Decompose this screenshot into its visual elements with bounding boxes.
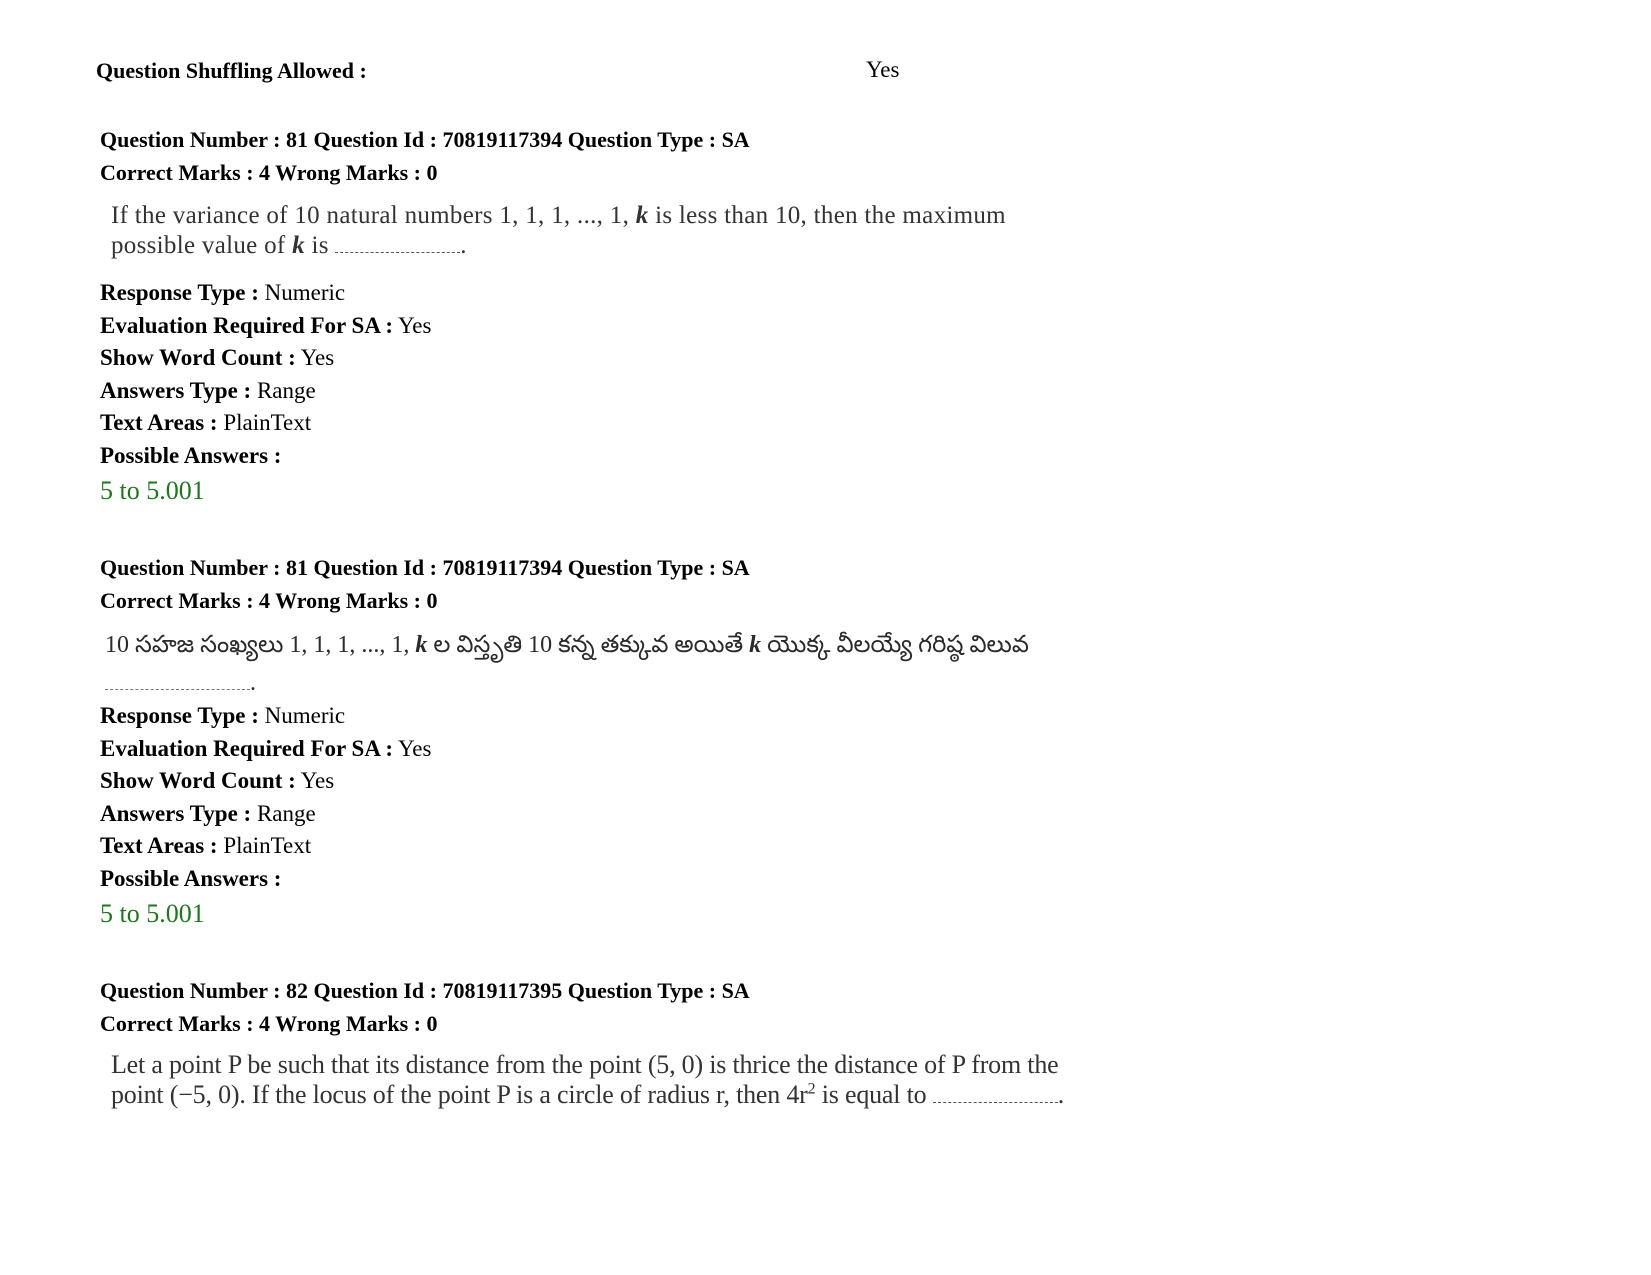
response-type-row xyxy=(100,703,345,729)
question-variable: k xyxy=(415,632,428,658)
text-areas-value: PlainText xyxy=(223,410,312,435)
question-text-line2: point (−5, 0). If the locus of the point P is a circle of radius r, then $4r^2$ is equal to . xyxy=(111,1080,1065,1109)
question-text xyxy=(105,631,1029,664)
question-text-part: is less than 10, then the maximum xyxy=(655,202,1006,229)
question-variable: k xyxy=(292,232,305,259)
question-text-line2: possible value of k is . xyxy=(111,232,467,259)
text-areas-label: Text Areas : xyxy=(100,410,218,435)
question-text-part: point (−5, 0). If the locus of the point P is a circle of radius r, then 4r xyxy=(111,1080,808,1109)
question-text-part: ల విస్తృతి 10 కన్న తక్కువ అయితే xyxy=(433,632,744,658)
answers-type-label: Answers Type : xyxy=(100,801,252,826)
text-areas-value: PlainText xyxy=(223,833,312,858)
question-header: Question Number : 82 Question Id : 70819117395 Question Type : SA xyxy=(100,978,750,1003)
word-count-label: Show Word Count : xyxy=(100,768,296,793)
question-text xyxy=(111,202,1006,230)
word-count-label: Show Word Count : xyxy=(100,345,296,370)
evaluation-row xyxy=(100,736,431,762)
response-type-row xyxy=(100,280,345,306)
response-type-label: Response Type : xyxy=(100,703,259,728)
shuffle-value: Yes xyxy=(866,57,900,82)
possible-answer-value: 5 to 5.001 xyxy=(100,476,205,505)
word-count-value: Yes xyxy=(300,345,335,370)
question-text-part: యొక్క వీలయ్యే గరిష్ఠ విలువ xyxy=(767,632,1029,658)
word-count-row xyxy=(100,768,334,794)
answers-type-row xyxy=(100,378,316,404)
question-text-part: is equal to xyxy=(821,1080,927,1109)
answers-type-row xyxy=(100,801,316,827)
possible-answers-label-text: Possible Answers : xyxy=(100,866,282,891)
possible-answers-label xyxy=(100,866,281,892)
answers-type-label: Answers Type : xyxy=(100,378,252,403)
answers-type-value: Range xyxy=(256,378,316,403)
possible-answer-value: 5 to 5.001 xyxy=(100,899,205,928)
possible-answers-label xyxy=(100,443,281,469)
answers-type-value: Range xyxy=(256,801,316,826)
question-variable: k xyxy=(635,202,649,229)
question-text: Let a point P be such that its distance from the point (5, 0) is thrice the distance of P from the xyxy=(111,1050,1059,1079)
answer-blank xyxy=(105,675,250,690)
question-text-line2: . xyxy=(105,670,256,697)
text-areas-row xyxy=(100,833,311,859)
evaluation-label: Evaluation Required For SA : xyxy=(100,313,394,338)
evaluation-value: Yes xyxy=(398,736,432,761)
question-text-part: 10 సహజ సంఖ్యలు 1, 1, 1, ..., 1, xyxy=(105,632,410,658)
question-marks: Correct Marks : 4 Wrong Marks : 0 xyxy=(100,1011,438,1036)
response-type-label: Response Type : xyxy=(100,280,259,305)
response-type-value: Numeric xyxy=(264,280,346,305)
response-type-value: Numeric xyxy=(264,703,346,728)
question-variable: k xyxy=(749,632,762,658)
question-superscript: 2 xyxy=(807,1080,816,1098)
shuffle-label: Question Shuffling Allowed : xyxy=(96,58,367,83)
question-text-part: If the variance of 10 natural numbers 1, 1, 1, ..., 1, xyxy=(111,202,630,229)
text-areas-label: Text Areas : xyxy=(100,833,218,858)
question-header: Question Number : 81 Question Id : 70819117394 Question Type : SA xyxy=(100,127,750,152)
word-count-row xyxy=(100,345,334,371)
text-areas-row xyxy=(100,410,311,436)
word-count-value: Yes xyxy=(300,768,335,793)
question-marks: Correct Marks : 4 Wrong Marks : 0 xyxy=(100,160,438,185)
question-text-part: is xyxy=(311,232,329,259)
evaluation-value: Yes xyxy=(398,313,432,338)
answer-blank xyxy=(933,1082,1058,1103)
question-marks: Correct Marks : 4 Wrong Marks : 0 xyxy=(100,588,438,613)
evaluation-row xyxy=(100,313,431,339)
question-header: Question Number : 81 Question Id : 70819117394 Question Type : SA xyxy=(100,555,750,580)
answer-blank xyxy=(335,232,460,253)
question-text-part: possible value of xyxy=(111,232,286,259)
evaluation-label: Evaluation Required For SA : xyxy=(100,736,394,761)
possible-answers-label-text: Possible Answers : xyxy=(100,443,282,468)
